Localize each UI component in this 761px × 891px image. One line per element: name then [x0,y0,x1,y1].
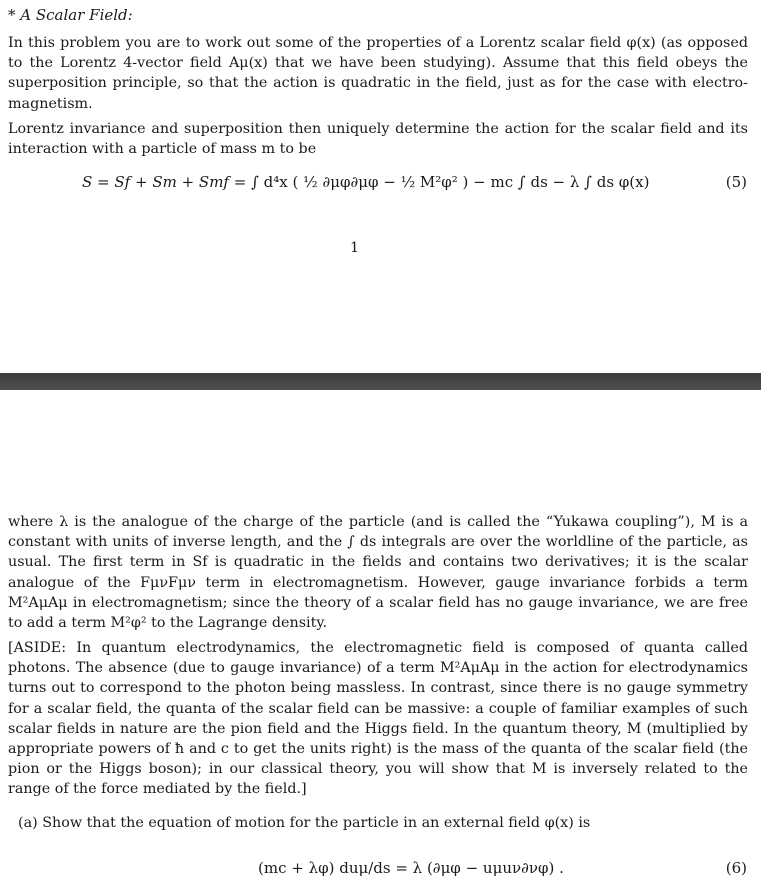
paragraph-lorentz: Lorentz invariance and superposition then uniquely determine the action for the scalar field and its interaction with a particle of mass m to be [8,121,748,158]
page-2 [0,390,761,891]
equation-5-rhs: ∫ d⁴x ( ½ ∂μφ∂μφ − ½ M²φ² ) − mc ∫ ds − λ ∫ ds φ(x) [251,173,650,191]
page-1 [0,0,761,373]
paragraph-yukawa: where λ is the analogue of the charge of the particle (and is called the “Yukawa coupling”), M is a constant with units of inverse length, and the ∫ ds integrals are over the worldline of the particle, as usual. The first term in Sf is quadratic in the fields and contains two derivatives; it is the scalar analogue of the FμνFμν term in electromagnetism. However, gauge invariance forbids a term M²AμAμ in electromagnetism; since the theory of a scalar field has no gauge invariance, we are free to add a term M²φ² to the Lagrange density. [8,514,748,632]
equation-5-body [82,173,649,191]
section-heading [8,6,133,24]
equation-6-body: (mc + λφ) duμ/ds = λ (∂μφ − uμuν∂νφ) . [258,859,564,877]
equation-5-lhs: S = Sf + Sm + Smf = [82,173,247,191]
heading-star: * [8,6,16,24]
equation-6-number: (6) [725,859,747,877]
page-number: 1 [350,240,360,256]
equation-5-number: (5) [725,173,747,191]
paragraph-intro: In this problem you are to work out some of the properties of a Lorentz scalar field φ(x) (as opposed to the Lorentz 4-vector field Aμ(x) that we have been studying). Assume that this field obeys the superposition principle, so that the action is quadratic in the field, just as for the case with electro-magnetism. [8,35,748,112]
heading-title: A Scalar Field: [20,6,133,24]
paragraph-aside: [ASIDE: In quantum electrodynamics, the electromagnetic field is composed of quanta called photons. The absence (due to gauge invariance) of a term M²AμAμ in the action for electrodynamics turns out to correspond to the photon being massless. In contrast, since there is no gauge symmetry for a scalar field, the quanta of the scalar field can be massive: a couple of familiar examples of such scalar fields in nature are the pion field and the Higgs field. In the quantum theory, M (multiplied by appropriate powers of ħ and c to get the units right) is the mass of the quanta of the scalar field (the pion or the Higgs boson); in our classical theory, you will show that M is inversely related to the range of the force mediated by the field.] [8,640,748,798]
part-a-prompt: (a) Show that the equation of motion for the particle in an external field φ(x) is [18,815,591,831]
page-separator [0,373,761,390]
